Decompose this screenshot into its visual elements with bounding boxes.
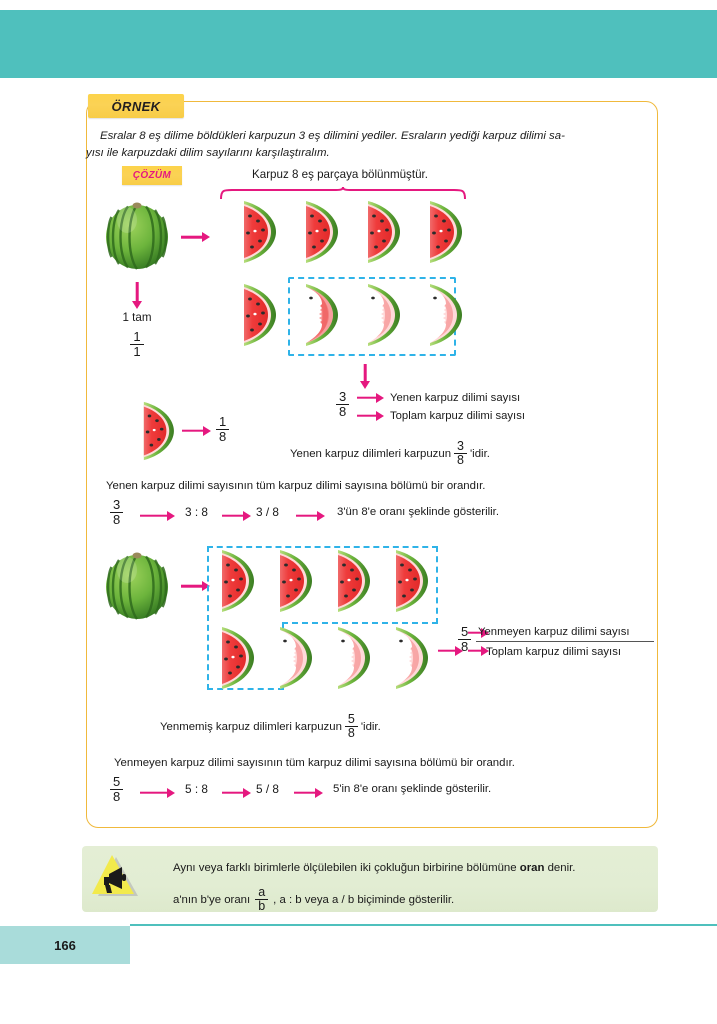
watermelon-slice-eaten — [388, 625, 432, 691]
whole-fraction — [107, 330, 167, 358]
watermelon-slice-eaten — [298, 282, 342, 348]
ratio-colon-eaten: 3 : 8 — [185, 505, 208, 519]
arrow-right-12 — [140, 787, 176, 798]
watermelon-slice-uneaten — [360, 199, 404, 265]
eaten-sentence — [290, 440, 490, 467]
info-frac-num: a — [258, 885, 266, 899]
uneaten-fraction-denominator: 8 — [458, 639, 471, 654]
ratio-eaten-fraction — [110, 498, 123, 526]
ratio-eaten-num: 3 — [113, 497, 121, 512]
cozum-badge-label: ÇÖZÜM — [132, 170, 172, 181]
uneaten-denominator-label: Toplam karpuz dilimi sayısı — [486, 646, 621, 658]
eaten-numerator-label: Yenen karpuz dilimi sayısı — [390, 392, 521, 404]
arrow-right-3 — [357, 410, 385, 421]
arrow-right-2 — [357, 392, 385, 403]
ratio-colon-uneaten: 5 : 8 — [185, 782, 208, 796]
footer-rule — [130, 924, 717, 926]
ratio-uneaten-num: 5 — [113, 774, 121, 789]
eaten-sentence-frac-num: 3 — [457, 439, 464, 453]
eaten-sentence-pre: Yenen karpuz dilimleri karpuzun — [290, 447, 452, 460]
watermelon-slice-uneaten — [330, 548, 374, 614]
whole-label: 1 tam — [122, 311, 152, 324]
whole-fraction-numerator: 1 — [133, 329, 141, 344]
info-line-1 — [173, 862, 575, 874]
unit-fraction-numerator: 1 — [219, 414, 227, 429]
arrow-right-6 — [222, 510, 252, 521]
whole-watermelon-2 — [103, 548, 173, 622]
watermelon-slice-uneaten — [236, 199, 280, 265]
ornek-badge — [88, 94, 184, 118]
pink-brace — [218, 186, 468, 200]
arrow-right-1 — [181, 231, 211, 243]
ratio-text-uneaten: 5'in 8'e oranı şeklinde gösterilir. — [333, 783, 492, 795]
info-line-2-pre: a'nın b'ye oranı — [173, 893, 251, 906]
info-line-2-post: , a : b veya a / b biçiminde gösterilir. — [273, 893, 455, 906]
watermelon-slice-eaten — [360, 282, 404, 348]
watermelon-slice-eaten — [330, 625, 374, 691]
watermelon-slice-uneaten — [214, 625, 258, 691]
uneaten-sentence-frac-num: 5 — [347, 712, 355, 726]
watermelon-slice-uneaten — [298, 199, 342, 265]
page-header-band — [0, 10, 717, 78]
arrow-down-2 — [359, 364, 371, 390]
info-line-1-pre: Aynı veya farklı birimlerle ölçülebilen iki çokluğun birbirine bölümüne — [173, 862, 520, 874]
ratio-slash-uneaten: 5 / 8 — [256, 782, 279, 796]
ratio-uneaten-den: 8 — [110, 789, 123, 804]
info-frac-den: b — [255, 899, 268, 913]
megaphone-warning-icon — [88, 852, 140, 902]
ratio-intro-eaten: Yenen karpuz dilimi sayısının tüm karpuz dilimi sayısına bölümü bir orandır. — [106, 480, 486, 492]
slices-caption: Karpuz 8 eş parçaya bölünmüştür. — [252, 168, 428, 181]
info-line-1-post: denir. — [544, 862, 576, 874]
watermelon-slice-uneaten — [388, 548, 432, 614]
info-line-2 — [173, 886, 454, 913]
eaten-sentence-frac-den: 8 — [454, 453, 467, 467]
arrow-right-4 — [182, 425, 212, 436]
watermelon-slice-eaten — [272, 625, 316, 691]
unit-fraction — [216, 415, 229, 443]
uneaten-numerator-label: Yenmeyen karpuz dilimi sayısı — [478, 626, 630, 638]
arrow-down-1 — [131, 282, 143, 310]
unit-fraction-denominator: 8 — [216, 429, 229, 444]
arrow-right-14 — [294, 787, 324, 798]
arrow-right-13 — [222, 787, 252, 798]
ratio-uneaten-fraction — [110, 775, 123, 803]
eaten-fraction-denominator: 8 — [336, 404, 349, 419]
ratio-eaten-den: 8 — [110, 512, 123, 527]
whole-fraction-denominator: 1 — [130, 344, 143, 359]
page-number: 166 — [54, 937, 76, 953]
example-statement-line1: Esralar 8 eş dilime böldükleri karpuzun 3 eş dilimini yediler. Esraların yediği karpuz dilimi sa- — [100, 130, 565, 142]
ratio-text-eaten: 3'ün 8'e oranı şeklinde gösterilir. — [337, 506, 500, 518]
watermelon-slice-uneaten — [422, 199, 466, 265]
example-statement-line2: yısı ile karpuzdaki dilim sayılarını karşılaştıralım. — [86, 147, 330, 159]
uneaten-label-bar — [476, 641, 654, 642]
uneaten-fraction-numerator: 5 — [461, 624, 469, 639]
watermelon-slice-uneaten — [236, 282, 280, 348]
uneaten-sentence-post: 'idir. — [360, 720, 381, 733]
watermelon-slice-eaten — [422, 282, 466, 348]
ratio-intro-uneaten: Yenmeyen karpuz dilimi sayısının tüm karpuz dilimi sayısına bölümü bir orandır. — [114, 757, 515, 769]
arrow-right-5 — [140, 510, 176, 521]
ratio-slash-eaten: 3 / 8 — [256, 505, 279, 519]
watermelon-slice-unit — [135, 400, 179, 462]
watermelon-slice-uneaten — [214, 548, 258, 614]
cozum-badge — [122, 166, 182, 185]
eaten-sentence-post: 'idir. — [470, 447, 490, 460]
eaten-fraction-numerator: 3 — [339, 389, 347, 404]
uneaten-sentence — [160, 713, 381, 740]
eaten-fraction — [336, 390, 349, 418]
watermelon-slice-uneaten — [272, 548, 316, 614]
whole-watermelon-1 — [103, 198, 173, 272]
arrow-right-7 — [296, 510, 326, 521]
info-line-1-bold: oran — [519, 862, 545, 874]
eaten-denominator-label: Toplam karpuz dilimi sayısı — [390, 410, 525, 422]
uneaten-sentence-frac-den: 8 — [345, 726, 358, 740]
uneaten-sentence-pre: Yenmemiş karpuz dilimleri karpuzun — [160, 720, 342, 733]
ornek-badge-label: ÖRNEK — [111, 98, 161, 114]
